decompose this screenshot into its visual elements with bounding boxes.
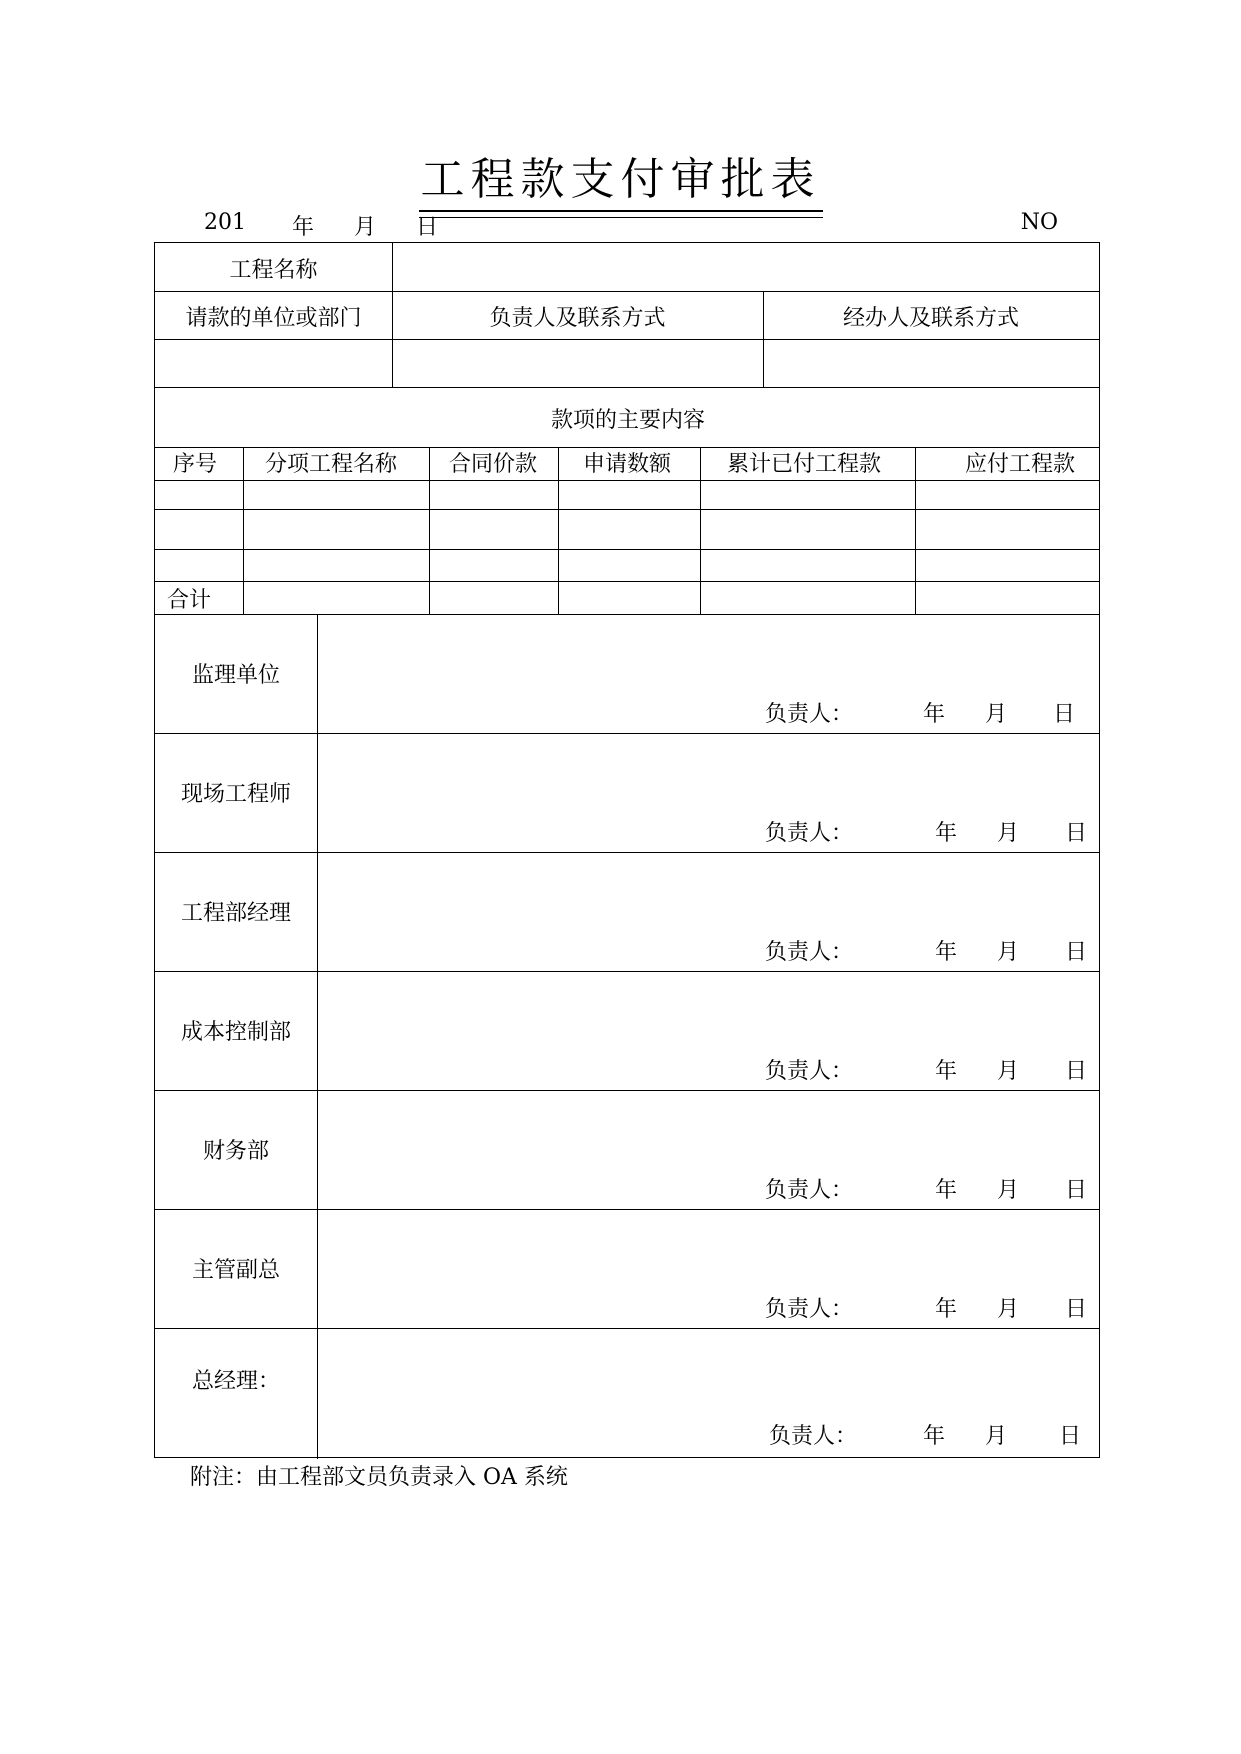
col-index: 序号 [173, 452, 218, 477]
signature-day-label: 日 [1065, 1059, 1088, 1084]
signature-person-label: 负责人： [765, 821, 854, 846]
signature-person-label: 负责人： [765, 702, 854, 727]
department-header: 请款的单位或部门 [185, 306, 362, 331]
signature-day-label: 日 [1065, 1297, 1088, 1322]
signature-day-label: 日 [1065, 821, 1088, 846]
approval-label: 监理单位 [191, 663, 280, 688]
signature-year-label: 年 [923, 702, 946, 727]
total-label: 合计 [167, 588, 212, 613]
day-label: 日 [416, 215, 439, 240]
col-subproject: 分项工程名称 [265, 452, 398, 477]
signature-month-label: 月 [985, 1424, 1008, 1449]
col-request-amount: 申请数额 [583, 452, 672, 477]
signature-month-label: 月 [985, 702, 1008, 727]
year-label: 年 [292, 215, 315, 240]
signature-person-label: 负责人： [765, 940, 854, 965]
signature-day-label: 日 [1053, 702, 1076, 727]
signature-person-label: 负责人： [765, 1297, 854, 1322]
approval-label: 财务部 [202, 1139, 269, 1164]
signature-day-label: 日 [1065, 1178, 1088, 1203]
approval-label: 工程部经理 [180, 901, 291, 926]
approval-label: 成本控制部 [180, 1020, 291, 1045]
signature-year-label: 年 [923, 1424, 946, 1449]
col-payable: 应付工程款 [965, 452, 1076, 477]
col-paid-total: 累计已付工程款 [727, 452, 882, 477]
year-prefix: 201 [204, 210, 246, 235]
signature-year-label: 年 [935, 1297, 958, 1322]
signature-person-label: 负责人： [769, 1424, 858, 1449]
signature-month-label: 月 [997, 1178, 1020, 1203]
signature-person-label: 负责人： [765, 1059, 854, 1084]
handler-contact-header: 经办人及联系方式 [842, 306, 1019, 331]
manager-contact-header: 负责人及联系方式 [489, 306, 666, 331]
approval-label: 主管副总 [191, 1258, 280, 1283]
approval-label: 总经理： [191, 1369, 280, 1394]
no-label: NO [1020, 210, 1058, 235]
signature-day-label: 日 [1059, 1424, 1082, 1449]
signature-year-label: 年 [935, 1178, 958, 1203]
signature-person-label: 负责人： [765, 1178, 854, 1203]
signature-month-label: 月 [997, 940, 1020, 965]
signature-month-label: 月 [997, 1297, 1020, 1322]
signature-day-label: 日 [1065, 940, 1088, 965]
date-line [154, 210, 1104, 240]
signature-month-label: 月 [997, 821, 1020, 846]
project-name-label: 工程名称 [229, 258, 318, 283]
approval-table [154, 242, 1100, 1458]
approval-label: 现场工程师 [180, 782, 291, 807]
signature-year-label: 年 [935, 940, 958, 965]
footnote: 附注：由工程部文员负责录入 OA 系统 [190, 1465, 568, 1490]
content-heading: 款项的主要内容 [550, 408, 705, 433]
month-label: 月 [354, 215, 377, 240]
signature-month-label: 月 [997, 1059, 1020, 1084]
signature-year-label: 年 [935, 821, 958, 846]
col-contract-price: 合同价款 [449, 452, 538, 477]
signature-year-label: 年 [935, 1059, 958, 1084]
form-title: 工程款支付审批表 [0, 152, 1241, 212]
